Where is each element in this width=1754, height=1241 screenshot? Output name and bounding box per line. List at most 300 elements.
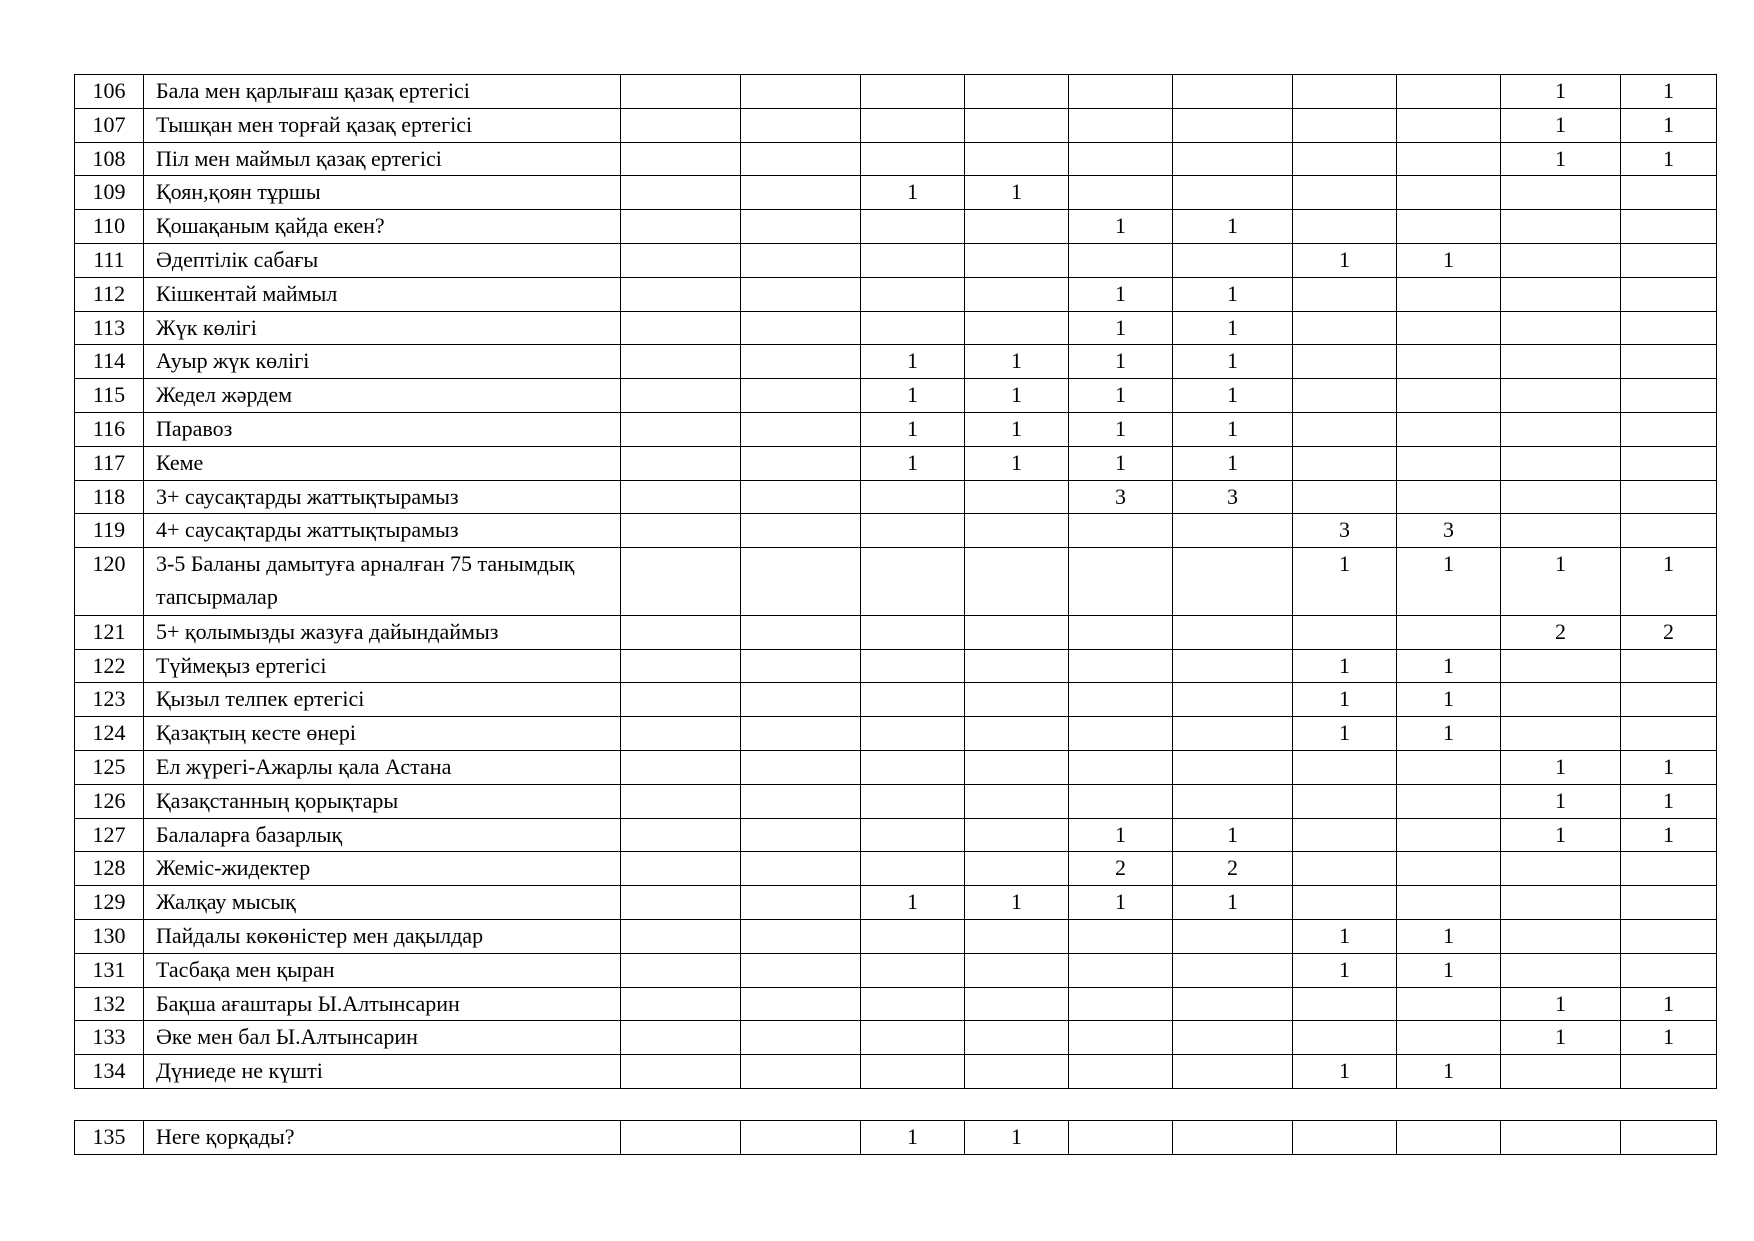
book-title: Қошақаным қайда екен? — [144, 210, 621, 244]
count-cell — [861, 142, 965, 176]
count-cell — [1397, 480, 1501, 514]
table-row — [75, 412, 1717, 446]
book-title: Әдептілік сабағы — [144, 243, 621, 277]
count-cell: 1 — [1173, 210, 1293, 244]
count-cell: 1 — [1397, 717, 1501, 751]
count-cell — [621, 311, 741, 345]
count-cell — [861, 1055, 965, 1089]
row-number: 126 — [75, 784, 144, 818]
count-cell — [965, 480, 1069, 514]
count-cell — [1621, 176, 1717, 210]
book-title: Бақша ағаштары Ы.Алтынсарин — [144, 987, 621, 1021]
count-cell: 2 — [1621, 615, 1717, 649]
count-cell: 1 — [965, 1121, 1069, 1155]
count-cell: 1 — [1621, 108, 1717, 142]
count-cell — [1501, 683, 1621, 717]
count-cell — [741, 514, 861, 548]
count-cell — [1173, 176, 1293, 210]
count-cell: 1 — [861, 1121, 965, 1155]
book-title: Бала мен қарлығаш қазақ ертегісі — [144, 75, 621, 109]
count-cell: 1 — [1173, 412, 1293, 446]
row-number: 116 — [75, 412, 144, 446]
count-cell — [861, 750, 965, 784]
count-cell — [1069, 176, 1173, 210]
book-title: Түймеқыз ертегісі — [144, 649, 621, 683]
count-cell: 1 — [1173, 277, 1293, 311]
table-body — [75, 1121, 1717, 1155]
count-cell — [1069, 717, 1173, 751]
count-cell — [1069, 1055, 1173, 1089]
count-cell — [1069, 615, 1173, 649]
count-cell: 3 — [1397, 514, 1501, 548]
count-cell — [741, 717, 861, 751]
count-cell: 1 — [1173, 446, 1293, 480]
count-cell — [1621, 277, 1717, 311]
count-cell — [1173, 649, 1293, 683]
count-cell — [621, 818, 741, 852]
count-cell — [1621, 446, 1717, 480]
table-row — [75, 142, 1717, 176]
book-title: Балаларға базарлық — [144, 818, 621, 852]
count-cell — [1501, 852, 1621, 886]
count-cell — [621, 1021, 741, 1055]
count-cell — [1501, 277, 1621, 311]
count-cell — [861, 311, 965, 345]
count-cell — [1397, 1121, 1501, 1155]
count-cell — [621, 852, 741, 886]
count-cell — [1173, 750, 1293, 784]
count-cell — [1293, 750, 1397, 784]
count-cell — [1501, 649, 1621, 683]
count-cell — [1069, 953, 1173, 987]
table-row — [75, 480, 1717, 514]
count-cell — [1621, 379, 1717, 413]
count-cell: 1 — [965, 379, 1069, 413]
count-cell — [1501, 243, 1621, 277]
count-cell: 1 — [965, 176, 1069, 210]
count-cell: 1 — [1501, 987, 1621, 1021]
count-cell — [1397, 818, 1501, 852]
row-number: 115 — [75, 379, 144, 413]
count-cell: 1 — [1397, 649, 1501, 683]
count-cell — [741, 784, 861, 818]
count-cell — [1069, 649, 1173, 683]
count-cell — [1501, 953, 1621, 987]
row-number: 118 — [75, 480, 144, 514]
count-cell — [741, 649, 861, 683]
count-cell — [1397, 108, 1501, 142]
row-number: 119 — [75, 514, 144, 548]
count-cell — [1397, 277, 1501, 311]
count-cell — [1069, 784, 1173, 818]
count-cell — [1621, 345, 1717, 379]
count-cell — [1621, 412, 1717, 446]
count-cell: 1 — [1173, 345, 1293, 379]
count-cell: 1 — [1397, 953, 1501, 987]
count-cell — [965, 311, 1069, 345]
count-cell — [1621, 717, 1717, 751]
count-cell — [1069, 1021, 1173, 1055]
table-row — [75, 176, 1717, 210]
count-cell: 1 — [1173, 818, 1293, 852]
count-cell: 1 — [1069, 886, 1173, 920]
count-cell — [1501, 446, 1621, 480]
count-cell: 1 — [1293, 548, 1397, 616]
book-title: Ауыр жүк көлігі — [144, 345, 621, 379]
count-cell — [1621, 1121, 1717, 1155]
count-cell — [621, 480, 741, 514]
count-cell — [965, 514, 1069, 548]
count-cell — [741, 108, 861, 142]
count-cell — [1501, 176, 1621, 210]
book-title: Піл мен маймыл қазақ ертегісі — [144, 142, 621, 176]
count-cell: 1 — [1293, 683, 1397, 717]
count-cell — [1173, 108, 1293, 142]
count-cell — [741, 345, 861, 379]
count-cell — [741, 750, 861, 784]
count-cell — [1293, 886, 1397, 920]
row-number: 107 — [75, 108, 144, 142]
row-number: 134 — [75, 1055, 144, 1089]
count-cell — [1621, 480, 1717, 514]
count-cell — [1293, 818, 1397, 852]
count-cell: 1 — [1069, 379, 1173, 413]
count-cell — [1621, 243, 1717, 277]
count-cell — [621, 412, 741, 446]
book-title: Кеме — [144, 446, 621, 480]
row-number: 111 — [75, 243, 144, 277]
count-cell: 1 — [1501, 108, 1621, 142]
count-cell — [1397, 852, 1501, 886]
row-number: 108 — [75, 142, 144, 176]
count-cell — [1621, 514, 1717, 548]
count-cell — [1293, 108, 1397, 142]
count-cell: 1 — [1397, 1055, 1501, 1089]
count-cell: 1 — [861, 345, 965, 379]
row-number: 117 — [75, 446, 144, 480]
row-number: 121 — [75, 615, 144, 649]
count-cell — [965, 750, 1069, 784]
count-cell — [1293, 615, 1397, 649]
count-cell — [1621, 953, 1717, 987]
count-cell — [621, 683, 741, 717]
count-cell — [1621, 311, 1717, 345]
count-cell — [621, 784, 741, 818]
count-cell: 1 — [1397, 919, 1501, 953]
count-cell — [741, 987, 861, 1021]
table-row — [75, 75, 1717, 109]
book-title: 3-5 Баланы дамытуға арналған 75 танымдық тапсырмалар — [144, 548, 621, 616]
count-cell — [621, 514, 741, 548]
count-cell — [1621, 852, 1717, 886]
count-cell — [965, 548, 1069, 616]
count-cell — [621, 277, 741, 311]
count-cell — [621, 649, 741, 683]
count-cell — [1621, 210, 1717, 244]
count-cell — [621, 446, 741, 480]
table-row — [75, 683, 1717, 717]
count-cell — [861, 953, 965, 987]
row-number: 133 — [75, 1021, 144, 1055]
count-cell — [621, 176, 741, 210]
count-cell: 1 — [1501, 818, 1621, 852]
count-cell: 1 — [1501, 142, 1621, 176]
table-row — [75, 1121, 1717, 1155]
count-cell — [741, 1121, 861, 1155]
count-cell — [1397, 345, 1501, 379]
count-cell — [741, 142, 861, 176]
count-cell — [1069, 683, 1173, 717]
count-cell — [1397, 142, 1501, 176]
count-cell — [965, 852, 1069, 886]
count-cell — [741, 379, 861, 413]
count-cell — [965, 243, 1069, 277]
count-cell — [965, 717, 1069, 751]
count-cell — [621, 615, 741, 649]
count-cell: 1 — [1069, 345, 1173, 379]
row-number: 130 — [75, 919, 144, 953]
count-cell: 1 — [1621, 784, 1717, 818]
count-cell: 1 — [1621, 987, 1717, 1021]
row-number: 131 — [75, 953, 144, 987]
table-row — [75, 1055, 1717, 1089]
count-cell — [741, 446, 861, 480]
book-title: Жалқау мысық — [144, 886, 621, 920]
count-cell — [1397, 379, 1501, 413]
count-cell — [1293, 311, 1397, 345]
count-cell — [1397, 176, 1501, 210]
count-cell: 1 — [1293, 1055, 1397, 1089]
book-title: Пайдалы көкөністер мен дақылдар — [144, 919, 621, 953]
table-row — [75, 886, 1717, 920]
count-cell — [741, 1055, 861, 1089]
count-cell — [1293, 75, 1397, 109]
count-cell — [1069, 987, 1173, 1021]
count-cell — [741, 210, 861, 244]
count-cell — [1501, 919, 1621, 953]
count-cell — [965, 1021, 1069, 1055]
count-cell — [1069, 243, 1173, 277]
count-cell — [1173, 953, 1293, 987]
count-cell: 1 — [861, 379, 965, 413]
count-cell: 1 — [1069, 446, 1173, 480]
count-cell: 1 — [1293, 649, 1397, 683]
table-row — [75, 446, 1717, 480]
count-cell — [965, 210, 1069, 244]
count-cell — [1293, 987, 1397, 1021]
table-row — [75, 987, 1717, 1021]
book-title: Жүк көлігі — [144, 311, 621, 345]
count-cell — [1293, 1121, 1397, 1155]
table-row — [75, 243, 1717, 277]
count-cell: 1 — [965, 886, 1069, 920]
count-cell: 1 — [1621, 75, 1717, 109]
count-cell — [621, 75, 741, 109]
table-row — [75, 108, 1717, 142]
count-cell — [1173, 1121, 1293, 1155]
table-row — [75, 311, 1717, 345]
count-cell — [741, 480, 861, 514]
book-title: Тасбақа мен қыран — [144, 953, 621, 987]
count-cell — [861, 987, 965, 1021]
count-cell — [1397, 311, 1501, 345]
count-cell — [741, 243, 861, 277]
count-cell — [1293, 446, 1397, 480]
count-cell — [741, 818, 861, 852]
count-cell: 1 — [1621, 548, 1717, 616]
count-cell — [1173, 683, 1293, 717]
table-row — [75, 514, 1717, 548]
count-cell — [1397, 446, 1501, 480]
table-row — [75, 210, 1717, 244]
count-cell — [1293, 142, 1397, 176]
count-cell — [1397, 987, 1501, 1021]
table-row — [75, 277, 1717, 311]
count-cell: 1 — [1069, 210, 1173, 244]
count-cell — [621, 379, 741, 413]
table-row — [75, 1021, 1717, 1055]
count-cell: 1 — [965, 412, 1069, 446]
count-cell — [861, 75, 965, 109]
count-cell — [741, 919, 861, 953]
table-row — [75, 615, 1717, 649]
count-cell — [1293, 412, 1397, 446]
count-cell — [965, 142, 1069, 176]
count-cell — [1293, 277, 1397, 311]
count-cell — [741, 615, 861, 649]
row-number: 120 — [75, 548, 144, 616]
count-cell: 1 — [965, 345, 1069, 379]
table-row — [75, 717, 1717, 751]
count-cell: 1 — [1069, 818, 1173, 852]
count-cell — [861, 784, 965, 818]
count-cell — [861, 717, 965, 751]
count-cell — [741, 75, 861, 109]
count-cell — [621, 919, 741, 953]
count-cell: 1 — [1293, 717, 1397, 751]
count-cell — [1069, 75, 1173, 109]
count-cell — [741, 277, 861, 311]
row-number: 123 — [75, 683, 144, 717]
count-cell — [965, 784, 1069, 818]
count-cell — [1501, 1055, 1621, 1089]
book-title: Қазақтың кесте өнері — [144, 717, 621, 751]
row-number: 125 — [75, 750, 144, 784]
count-cell: 1 — [1173, 886, 1293, 920]
count-cell — [1173, 615, 1293, 649]
count-cell — [1069, 750, 1173, 784]
count-cell — [1293, 480, 1397, 514]
count-cell — [1173, 243, 1293, 277]
table-row — [75, 345, 1717, 379]
count-cell: 1 — [1621, 1021, 1717, 1055]
table-row — [75, 953, 1717, 987]
count-cell — [1501, 480, 1621, 514]
row-number: 114 — [75, 345, 144, 379]
count-cell: 1 — [1173, 311, 1293, 345]
count-cell — [1293, 1021, 1397, 1055]
row-number: 135 — [75, 1121, 144, 1155]
book-title: Жедел жәрдем — [144, 379, 621, 413]
count-cell — [621, 548, 741, 616]
count-cell: 1 — [1501, 75, 1621, 109]
table-row — [75, 379, 1717, 413]
count-cell — [621, 210, 741, 244]
count-cell — [1069, 1121, 1173, 1155]
count-cell: 1 — [1293, 953, 1397, 987]
count-cell — [621, 1121, 741, 1155]
count-cell — [965, 649, 1069, 683]
count-cell: 2 — [1069, 852, 1173, 886]
row-number: 122 — [75, 649, 144, 683]
count-cell: 1 — [861, 886, 965, 920]
table-row — [75, 784, 1717, 818]
count-cell: 1 — [1621, 818, 1717, 852]
row-number: 110 — [75, 210, 144, 244]
book-distribution-table — [74, 74, 1717, 1089]
count-cell: 2 — [1501, 615, 1621, 649]
count-cell — [1501, 379, 1621, 413]
count-cell — [1173, 987, 1293, 1021]
table-body — [75, 75, 1717, 1089]
count-cell: 1 — [861, 446, 965, 480]
count-cell: 3 — [1173, 480, 1293, 514]
count-cell — [1621, 919, 1717, 953]
count-cell — [1293, 176, 1397, 210]
book-title: 3+ саусақтарды жаттықтырамыз — [144, 480, 621, 514]
count-cell — [741, 683, 861, 717]
count-cell — [1621, 886, 1717, 920]
count-cell — [965, 987, 1069, 1021]
count-cell — [861, 649, 965, 683]
row-number: 127 — [75, 818, 144, 852]
count-cell: 1 — [1397, 683, 1501, 717]
count-cell — [965, 615, 1069, 649]
count-cell — [861, 480, 965, 514]
row-number: 132 — [75, 987, 144, 1021]
count-cell — [861, 277, 965, 311]
count-cell: 1 — [1069, 277, 1173, 311]
count-cell — [861, 683, 965, 717]
count-cell — [1293, 345, 1397, 379]
count-cell: 1 — [1501, 784, 1621, 818]
count-cell — [1069, 142, 1173, 176]
count-cell — [1621, 683, 1717, 717]
count-cell — [861, 210, 965, 244]
table-row — [75, 750, 1717, 784]
count-cell — [1173, 919, 1293, 953]
book-title: Әке мен бал Ы.Алтынсарин — [144, 1021, 621, 1055]
count-cell: 1 — [1173, 379, 1293, 413]
count-cell — [741, 953, 861, 987]
book-title: Неге қорқады? — [144, 1121, 621, 1155]
count-cell — [1173, 75, 1293, 109]
count-cell — [1293, 852, 1397, 886]
count-cell — [965, 919, 1069, 953]
count-cell — [1397, 750, 1501, 784]
book-title: Қазақстанның қорықтары — [144, 784, 621, 818]
table-row — [75, 649, 1717, 683]
count-cell — [741, 548, 861, 616]
count-cell — [741, 886, 861, 920]
count-cell — [1621, 1055, 1717, 1089]
row-number: 112 — [75, 277, 144, 311]
count-cell: 1 — [1397, 548, 1501, 616]
count-cell — [1173, 784, 1293, 818]
count-cell: 1 — [1397, 243, 1501, 277]
book-title: Дүниеде не күшті — [144, 1055, 621, 1089]
table-row — [75, 852, 1717, 886]
